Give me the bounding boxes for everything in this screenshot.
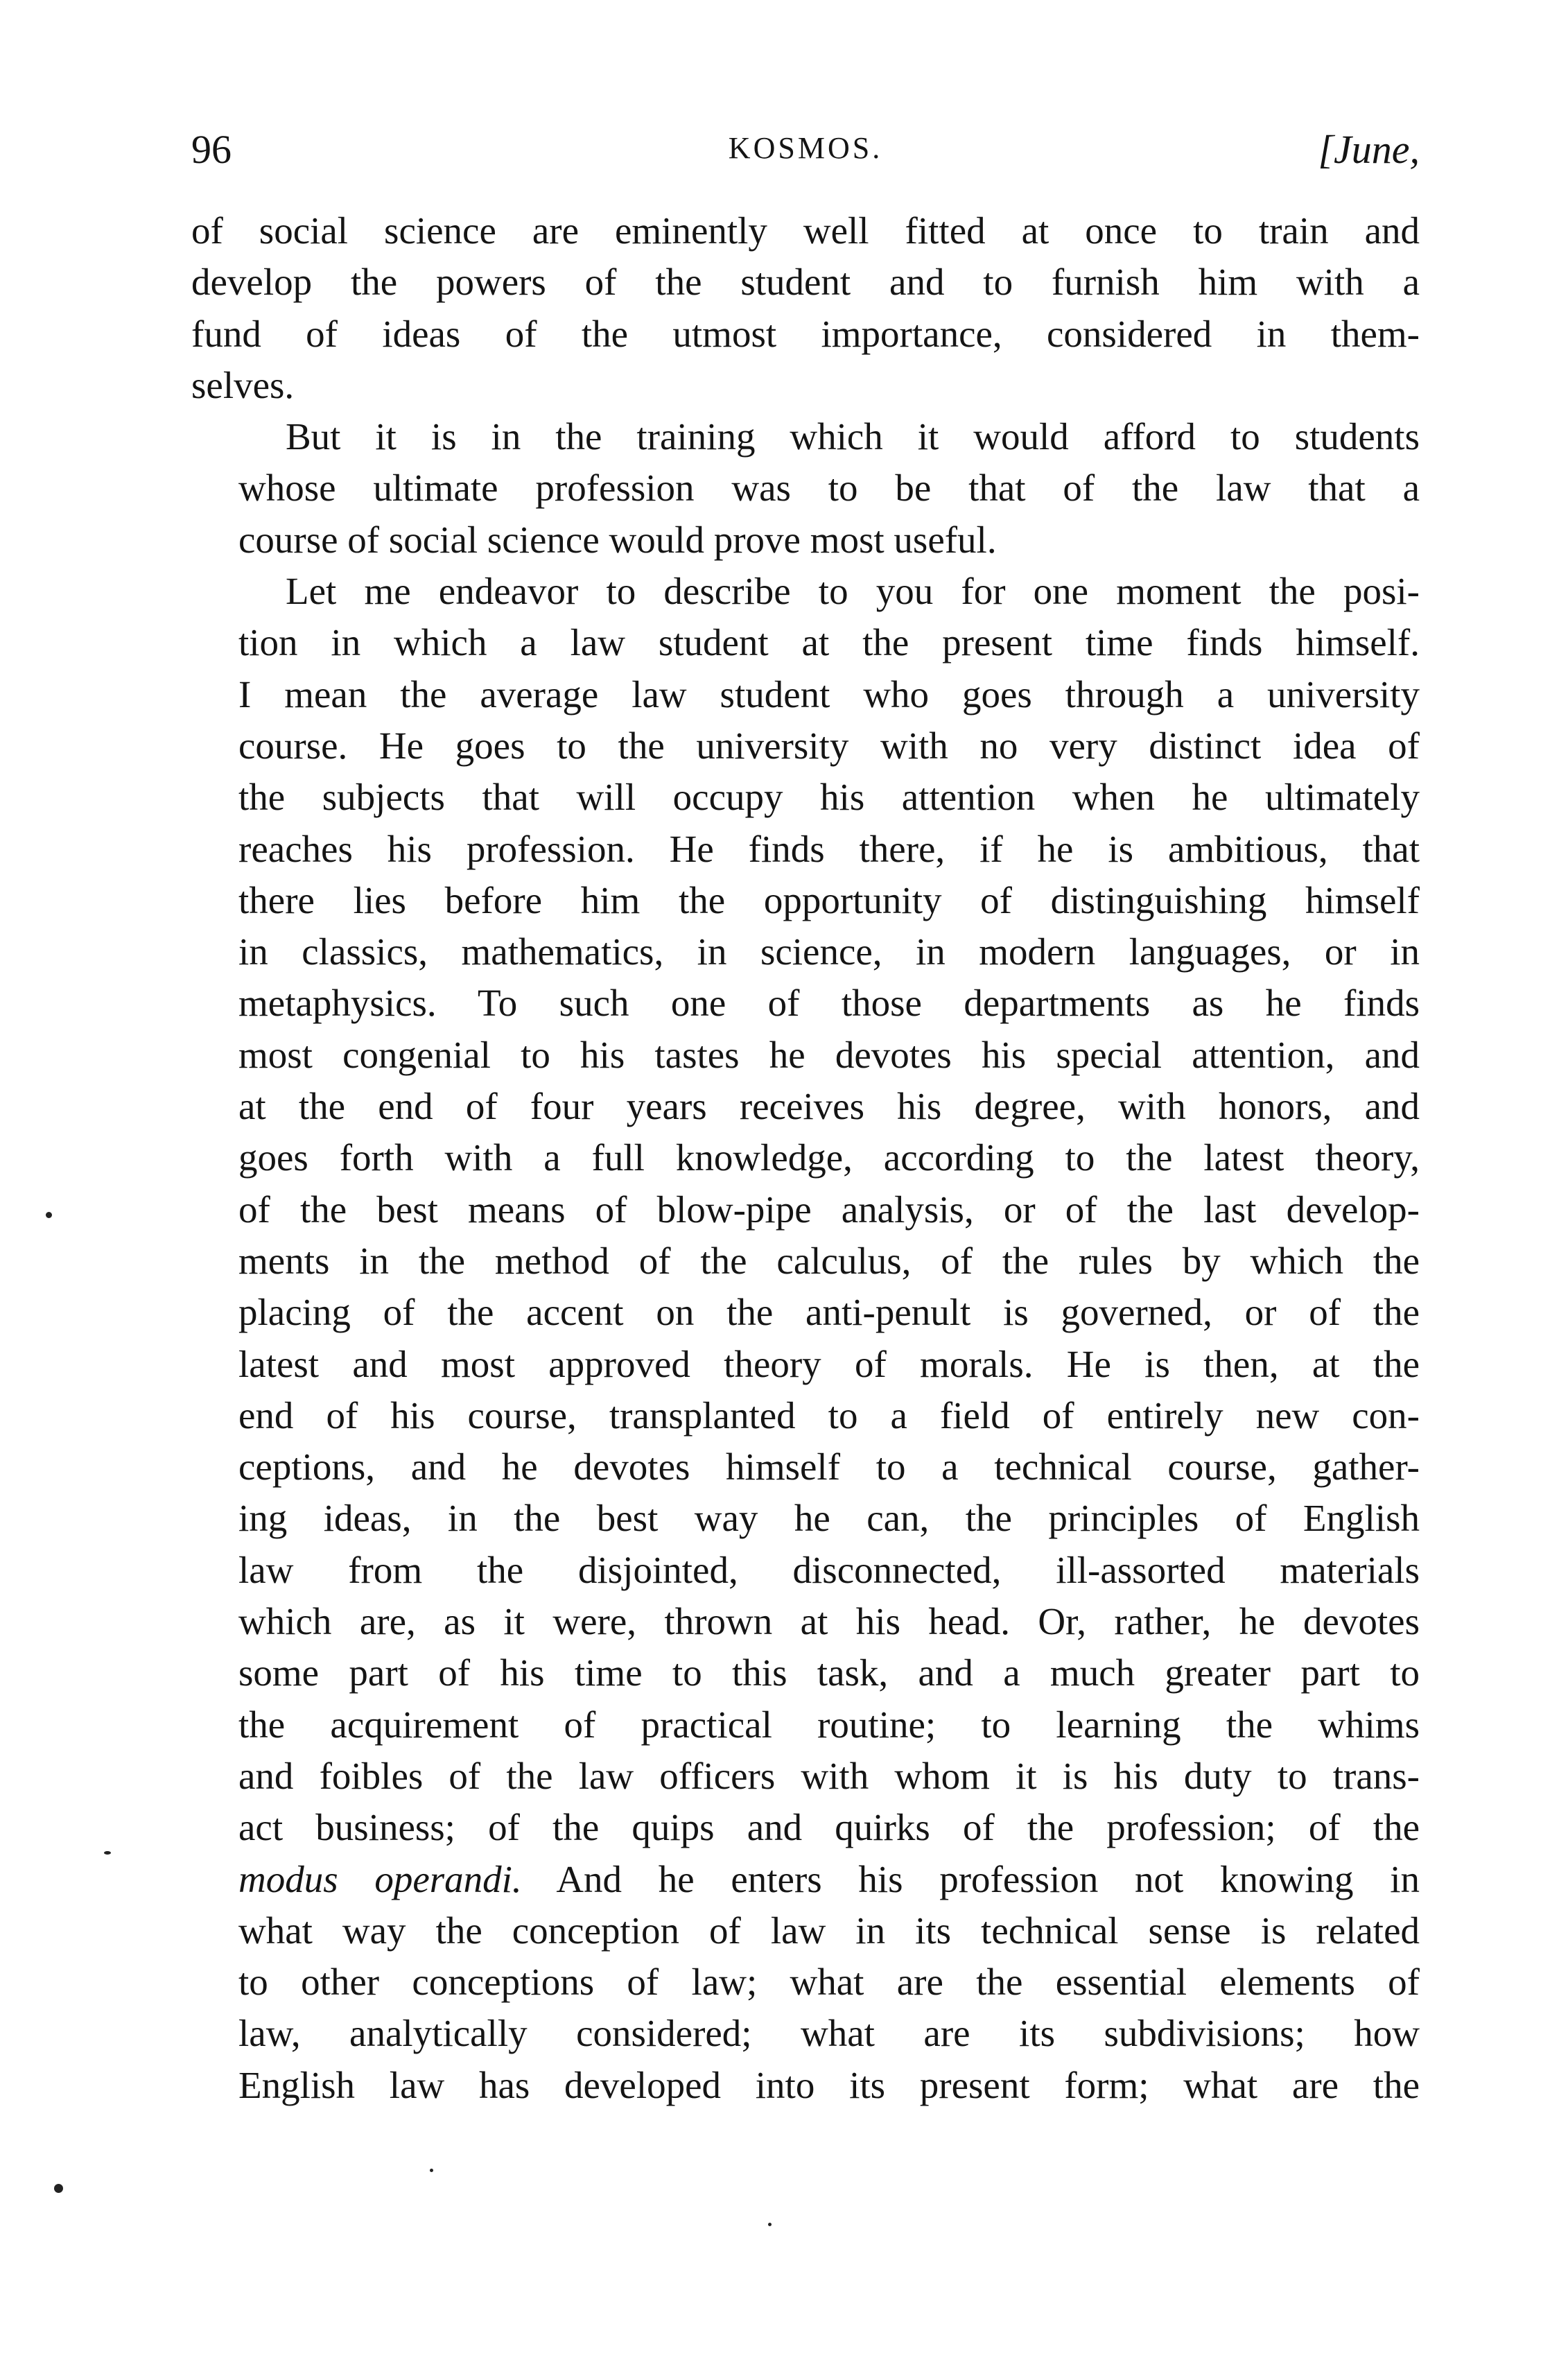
paragraph	[191, 566, 1420, 2111]
text-line: there lies before him the opportunity of distinguishing himself	[238, 878, 1420, 921]
text-line: whose ultimate profession was to be that of the law that a	[238, 467, 1420, 510]
text-line: some part of his time to this task, and a much greater part to	[238, 1651, 1420, 1694]
italic-phrase: modus operandi.	[238, 1857, 522, 1900]
running-title: KOSMOS.	[728, 131, 883, 165]
text-line: the subjects that will occupy his attention when he ultimately	[238, 776, 1420, 819]
text-line: course. He goes to the university with no very distinct idea of	[238, 724, 1420, 767]
text-line: fund of ideas of the utmost importance, considered in them-	[191, 312, 1420, 355]
text-line: course of social science would prove most useful.	[238, 518, 997, 561]
scan-speck	[768, 2223, 772, 2226]
body-text	[191, 205, 1420, 2111]
text-line: what way the conception of law in its technical sense is related	[238, 1909, 1420, 1952]
text-line: metaphysics. To such one of those departments as he finds	[238, 982, 1420, 1025]
scan-speck	[54, 2184, 63, 2193]
text-line: law, analytically considered; what are its subdivisions; how	[238, 2012, 1420, 2055]
page-header	[191, 126, 1420, 182]
text-line: goes forth with a full knowledge, according to the latest theory,	[238, 1136, 1420, 1179]
book-page	[191, 126, 1420, 2111]
text-line: English law has developed into its present form; what are the	[238, 2063, 1420, 2106]
text-line: develop the powers of the student and to furnish him with a	[191, 261, 1420, 304]
text-line: at the end of four years receives his degree, with honors, and	[238, 1085, 1420, 1128]
text-line: ceptions, and he devotes himself to a technical course, gather-	[238, 1446, 1420, 1489]
text-line: But it is in the training which it would afford to students	[286, 415, 1420, 458]
paragraph	[191, 411, 1420, 566]
text-line: latest and most approved theory of morals. He is then, at the	[238, 1342, 1420, 1385]
text-line: of social science are eminently well fitted at once to train and	[191, 209, 1420, 252]
text-line: which are, as it were, thrown at his head. Or, rather, he devotes	[238, 1600, 1420, 1643]
text-line: ments in the method of the calculus, of the rules by which the	[238, 1239, 1420, 1282]
scan-speck	[104, 1851, 111, 1855]
text-line: tion in which a law student at the present time finds himself.	[238, 621, 1420, 664]
text-line: act business; of the quips and quirks of the profession; of the	[238, 1806, 1420, 1849]
text-line: in classics, mathematics, in science, in modern languages, or in	[238, 930, 1420, 973]
text-line: and foibles of the law officers with whom it is his duty to trans-	[238, 1754, 1420, 1797]
text-line: of the best means of blow-pipe analysis, or of the last develop-	[238, 1188, 1420, 1231]
text-line: end of his course, transplanted to a field of entirely new con-	[238, 1394, 1420, 1437]
text-segment: And he enters his profession not knowing in	[521, 1857, 1420, 1900]
text-line: Let me endeavor to describe to you for one moment the posi-	[286, 570, 1420, 613]
text-line: most congenial to his tastes he devotes his special attention, and	[238, 1033, 1420, 1076]
paragraph	[191, 205, 1420, 411]
scan-speck	[430, 2169, 433, 2172]
text-line	[191, 1854, 1420, 1905]
text-line: I mean the average law student who goes through a university	[238, 672, 1420, 715]
page-number: 96	[191, 127, 232, 172]
text-line: the acquirement of practical routine; to learning the whims	[238, 1703, 1420, 1746]
text-line: selves.	[191, 363, 295, 406]
text-line: to other conceptions of law; what are the essential elements of	[238, 1961, 1420, 2004]
text-line: reaches his profession. He finds there, if he is ambitious, that	[238, 827, 1420, 870]
text-line: law from the disjointed, disconnected, ill-assorted materials	[238, 1548, 1420, 1591]
text-line: ing ideas, in the best way he can, the principles of English	[238, 1497, 1420, 1540]
running-date: [June,	[1318, 127, 1420, 172]
text-line: placing of the accent on the anti-penult is governed, or of the	[238, 1291, 1420, 1334]
scan-speck	[46, 1212, 52, 1218]
